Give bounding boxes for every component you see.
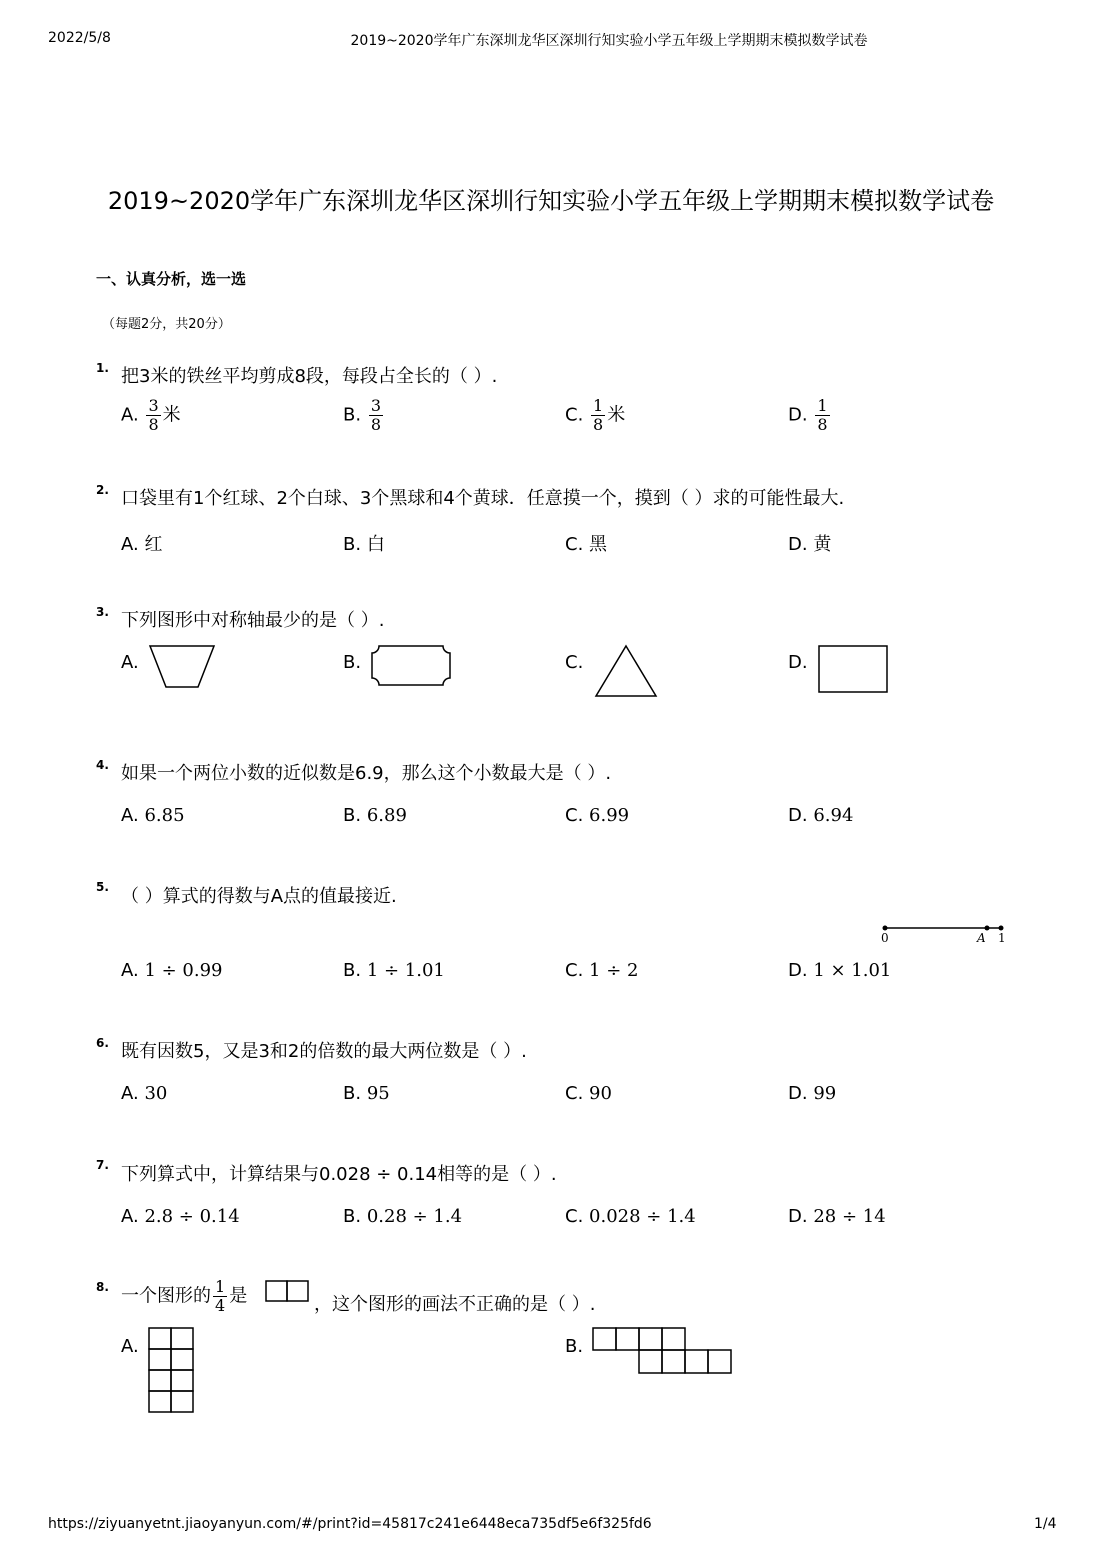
option-b[interactable]: B. [565,1336,584,1357]
fraction: $\frac{3}{8}$ [370,396,381,434]
option-a[interactable]: A. 6.85 [121,805,185,826]
triangle-shape [594,644,660,700]
print-header-title: 2019~2020学年广东深圳龙华区深圳行知实验小学五年级上学期期末模拟数学试卷 [350,33,868,49]
question-text: 一个图形的 $\frac{1}{4}$ 是 [121,1277,248,1315]
option-d[interactable]: D. 6.94 [788,805,854,826]
page-number: 1/4 [1034,1516,1057,1532]
trapezoid-shape [148,644,218,690]
question-text: 如果一个两位小数的近似数是6.9，那么这个小数最大是（ ）. [121,763,612,784]
question-text: （ ）算式的得数与A点的值最接近. [121,886,397,907]
question-number: 6. [96,1036,109,1050]
fraction: $\frac{1}{8}$ [593,396,604,434]
section-heading: 一、认真分析，选一选 [96,270,247,288]
question-text: 下列图形中对称轴最少的是（ ）. [121,610,385,631]
quarter-figure [265,1280,311,1304]
option-d[interactable]: D. 99 [788,1083,837,1104]
option-d[interactable]: D. 黄 [788,534,832,555]
option-d[interactable]: D. 28 ÷ 14 [788,1206,886,1227]
question-number: 5. [96,880,109,894]
print-url: https://ziyuanyetnt.jiaoyanyun.com/#/print?id=45817c241e6448eca735df5e6f325fd6 [48,1516,652,1532]
option-b[interactable]: B. 0.28 ÷ 1.4 [343,1206,463,1227]
fraction: $\frac{3}{8}$ [148,396,159,434]
question-text: 下列算式中，计算结果与0.028 ÷ 0.14相等的是（ ）. [121,1164,557,1185]
option-b[interactable]: B. 6.89 [343,805,407,826]
fraction: $\frac{1}{8}$ [817,396,828,434]
fraction: $\frac{1}{4}$ [215,1277,226,1315]
option-c[interactable]: C. $\frac{1}{8}$ 米 [565,396,626,434]
option-c[interactable]: C. 90 [565,1083,612,1104]
question-number: 2. [96,483,109,497]
question-number: 4. [96,758,109,772]
option-a[interactable]: A. 红 [121,534,163,555]
page-title: 2019~2020学年广东深圳龙华区深圳行知实验小学五年级上学期期末模拟数学试卷 [107,187,995,215]
question-text: 既有因数5，又是3和2的倍数的最大两位数是（ ）. [121,1041,527,1062]
number-line-point: A [977,931,986,945]
question-text-continued: ，这个图形的画法不正确的是（ ）. [314,1294,596,1315]
option-d[interactable]: D. [788,652,808,673]
number-line-start: 0 [881,931,889,945]
grid-figure-a [147,1326,197,1418]
question-number: 3. [96,605,109,619]
option-d[interactable]: D. 1 × 1.01 [788,960,892,981]
option-b[interactable]: B. 1 ÷ 1.01 [343,960,445,981]
number-line-end: 1 [998,931,1006,945]
question-text: 口袋里有1个红球、2个白球、3个黑球和4个黄球．任意摸一个，摸到（ ）求的可能性最大. [121,488,845,509]
question-number: 8. [96,1280,109,1294]
option-c[interactable]: C. 0.028 ÷ 1.4 [565,1206,696,1227]
rectangle-shape [817,644,891,696]
question-text: 把3米的铁丝平均剪成8段，每段占全长的（ ）. [121,366,498,387]
option-b[interactable]: B. 白 [343,534,385,555]
notched-rectangle-shape [370,644,456,690]
option-b[interactable]: B. $\frac{3}{8}$ [343,396,381,434]
option-c[interactable]: C. 黑 [565,534,608,555]
option-d[interactable]: D. $\frac{1}{8}$ [788,396,828,434]
option-a[interactable]: A. 2.8 ÷ 0.14 [121,1206,240,1227]
option-a[interactable]: A. 1 ÷ 0.99 [121,960,223,981]
print-date: 2022/5/8 [48,30,111,46]
option-c[interactable]: C. 1 ÷ 2 [565,960,639,981]
grid-figure-b [591,1326,736,1376]
option-c[interactable]: C. [565,652,584,673]
option-c[interactable]: C. 6.99 [565,805,630,826]
number-line [880,920,1010,950]
score-note: （每题2分，共20分） [102,317,231,332]
option-a[interactable]: A. [121,652,139,673]
option-a[interactable]: A. 30 [121,1083,168,1104]
question-number: 1. [96,361,109,375]
option-b[interactable]: B. [343,652,362,673]
option-a[interactable]: A. $\frac{3}{8}$ 米 [121,396,181,434]
option-a[interactable]: A. [121,1336,139,1357]
option-b[interactable]: B. 95 [343,1083,390,1104]
question-number: 7. [96,1158,109,1172]
